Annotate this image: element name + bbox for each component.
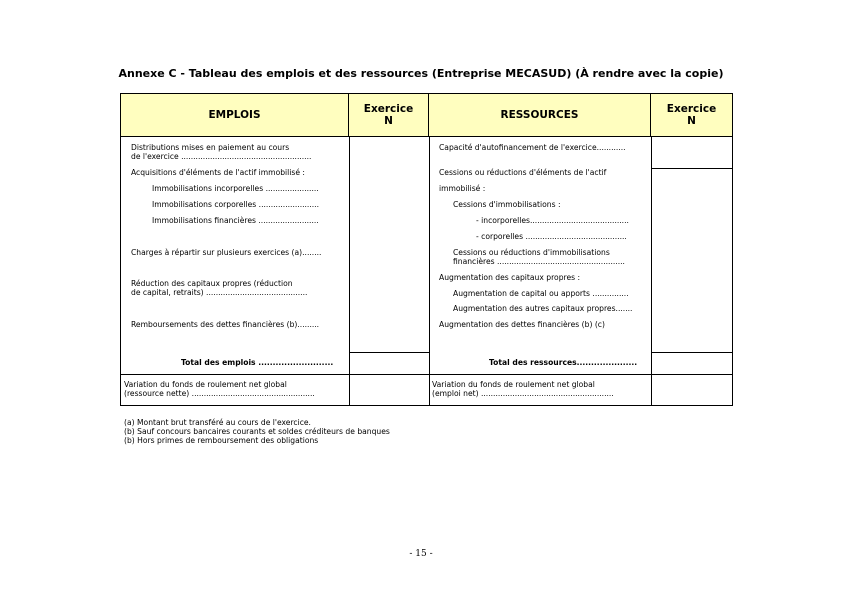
- ressources-variation-line2: (emploi net) .......................................................: [432, 388, 614, 398]
- col-divider-2: [429, 136, 430, 405]
- emplois-reduction-line1: Réduction des capitaux propres (réduction: [131, 279, 293, 288]
- header-divider: [121, 136, 732, 137]
- ressources-cessions-reductions-line1: Cessions ou réductions d'éléments de l'actif: [439, 168, 607, 177]
- emplois-immo-corporelles: Immobilisations corporelles .........................: [152, 200, 319, 209]
- emplois-ressources-table: [120, 93, 733, 406]
- emplois-remboursements: Remboursements des dettes financières (b).........: [131, 320, 320, 329]
- emplois-variation-fr: [124, 381, 315, 398]
- ressources-cessions-financieres: [453, 249, 625, 266]
- ressources-cessions-fin-line1: Cessions ou réductions d'immobilisations: [453, 248, 610, 257]
- ressources-variation-fr: [432, 381, 614, 398]
- total-divider-left-amount: [349, 352, 429, 353]
- header-exercice-right-label: Exercice: [666, 103, 717, 115]
- emplois-reduction-line2: de capital, retraits) ..........................................: [131, 287, 308, 297]
- emplois-charges-repartir: Charges à répartir sur plusieurs exercices (a)........: [131, 248, 322, 257]
- ressources-augmentation-capital: Augmentation de capital ou apports ...............: [453, 289, 629, 298]
- header-exercice-right: [651, 94, 732, 136]
- header-exercice-left-label: Exercice: [363, 103, 414, 115]
- header-exercice-left: [349, 94, 429, 136]
- ressources-variation-line1: Variation du fonds de roulement net global: [432, 380, 595, 389]
- emplois-distributions-line2: de l'exercice ......................................................: [131, 151, 312, 161]
- emplois-acquisitions: Acquisitions d'éléments de l'actif immobilisé :: [131, 168, 305, 177]
- header-ressources: RESSOURCES: [429, 94, 651, 136]
- emplois-immo-financieres: Immobilisations financières .........................: [152, 216, 319, 225]
- ressources-cessions-fin-line2: financières .....................................................: [453, 256, 625, 266]
- ressources-total: Total des ressources.....................: [489, 358, 638, 367]
- caf-divider: [651, 168, 732, 169]
- page-title: Annexe C - Tableau des emplois et des ressources (Entreprise MECASUD) (À rendre avec la copie): [118, 67, 724, 80]
- ressources-caf: Capacité d'autofinancement de l'exercice............: [439, 143, 626, 152]
- footnote-b: (b) Sauf concours bancaires courants et soldes créditeurs de banques: [124, 427, 390, 436]
- ressources-augmentation-cp: Augmentation des capitaux propres :: [439, 273, 581, 282]
- ressources-cessions-reductions-line2: immobilisé :: [439, 184, 486, 193]
- total-divider-right-amount: [651, 352, 732, 353]
- footnote-c: (b) Hors primes de remboursement des obligations: [124, 436, 319, 445]
- emplois-distributions-line1: Distributions mises en paiement au cours: [131, 143, 290, 152]
- ressources-cessions-immo: Cessions d'immobilisations :: [453, 200, 561, 209]
- header-exercice-right-year: N: [687, 115, 696, 127]
- emplois-distributions: [131, 144, 311, 161]
- ressources-corporelles: - corporelles ..........................................: [476, 232, 627, 241]
- page-number: - 15 -: [409, 549, 433, 559]
- header-exercice-left-year: N: [384, 115, 393, 127]
- ressources-incorporelles: - incorporelles.........................................: [476, 216, 629, 225]
- header-emplois: EMPLOIS: [121, 94, 349, 136]
- col-divider-3: [651, 136, 652, 405]
- col-divider-1: [349, 136, 350, 405]
- footnote-a: (a) Montant brut transféré au cours de l'exercice.: [124, 418, 311, 427]
- ressources-augmentation-autres: Augmentation des autres capitaux propres.......: [453, 304, 633, 313]
- emplois-reduction-capitaux: [131, 280, 307, 297]
- emplois-immo-incorporelles: Immobilisations incorporelles ......................: [152, 184, 319, 193]
- ressources-augmentation-dettes: Augmentation des dettes financières (b) (c): [439, 320, 605, 329]
- emplois-total: Total des emplois ..........................: [181, 358, 334, 367]
- emplois-variation-line2: (ressource nette) ...................................................: [124, 388, 315, 398]
- variation-divider: [121, 374, 732, 375]
- emplois-variation-line1: Variation du fonds de roulement net global: [124, 380, 287, 389]
